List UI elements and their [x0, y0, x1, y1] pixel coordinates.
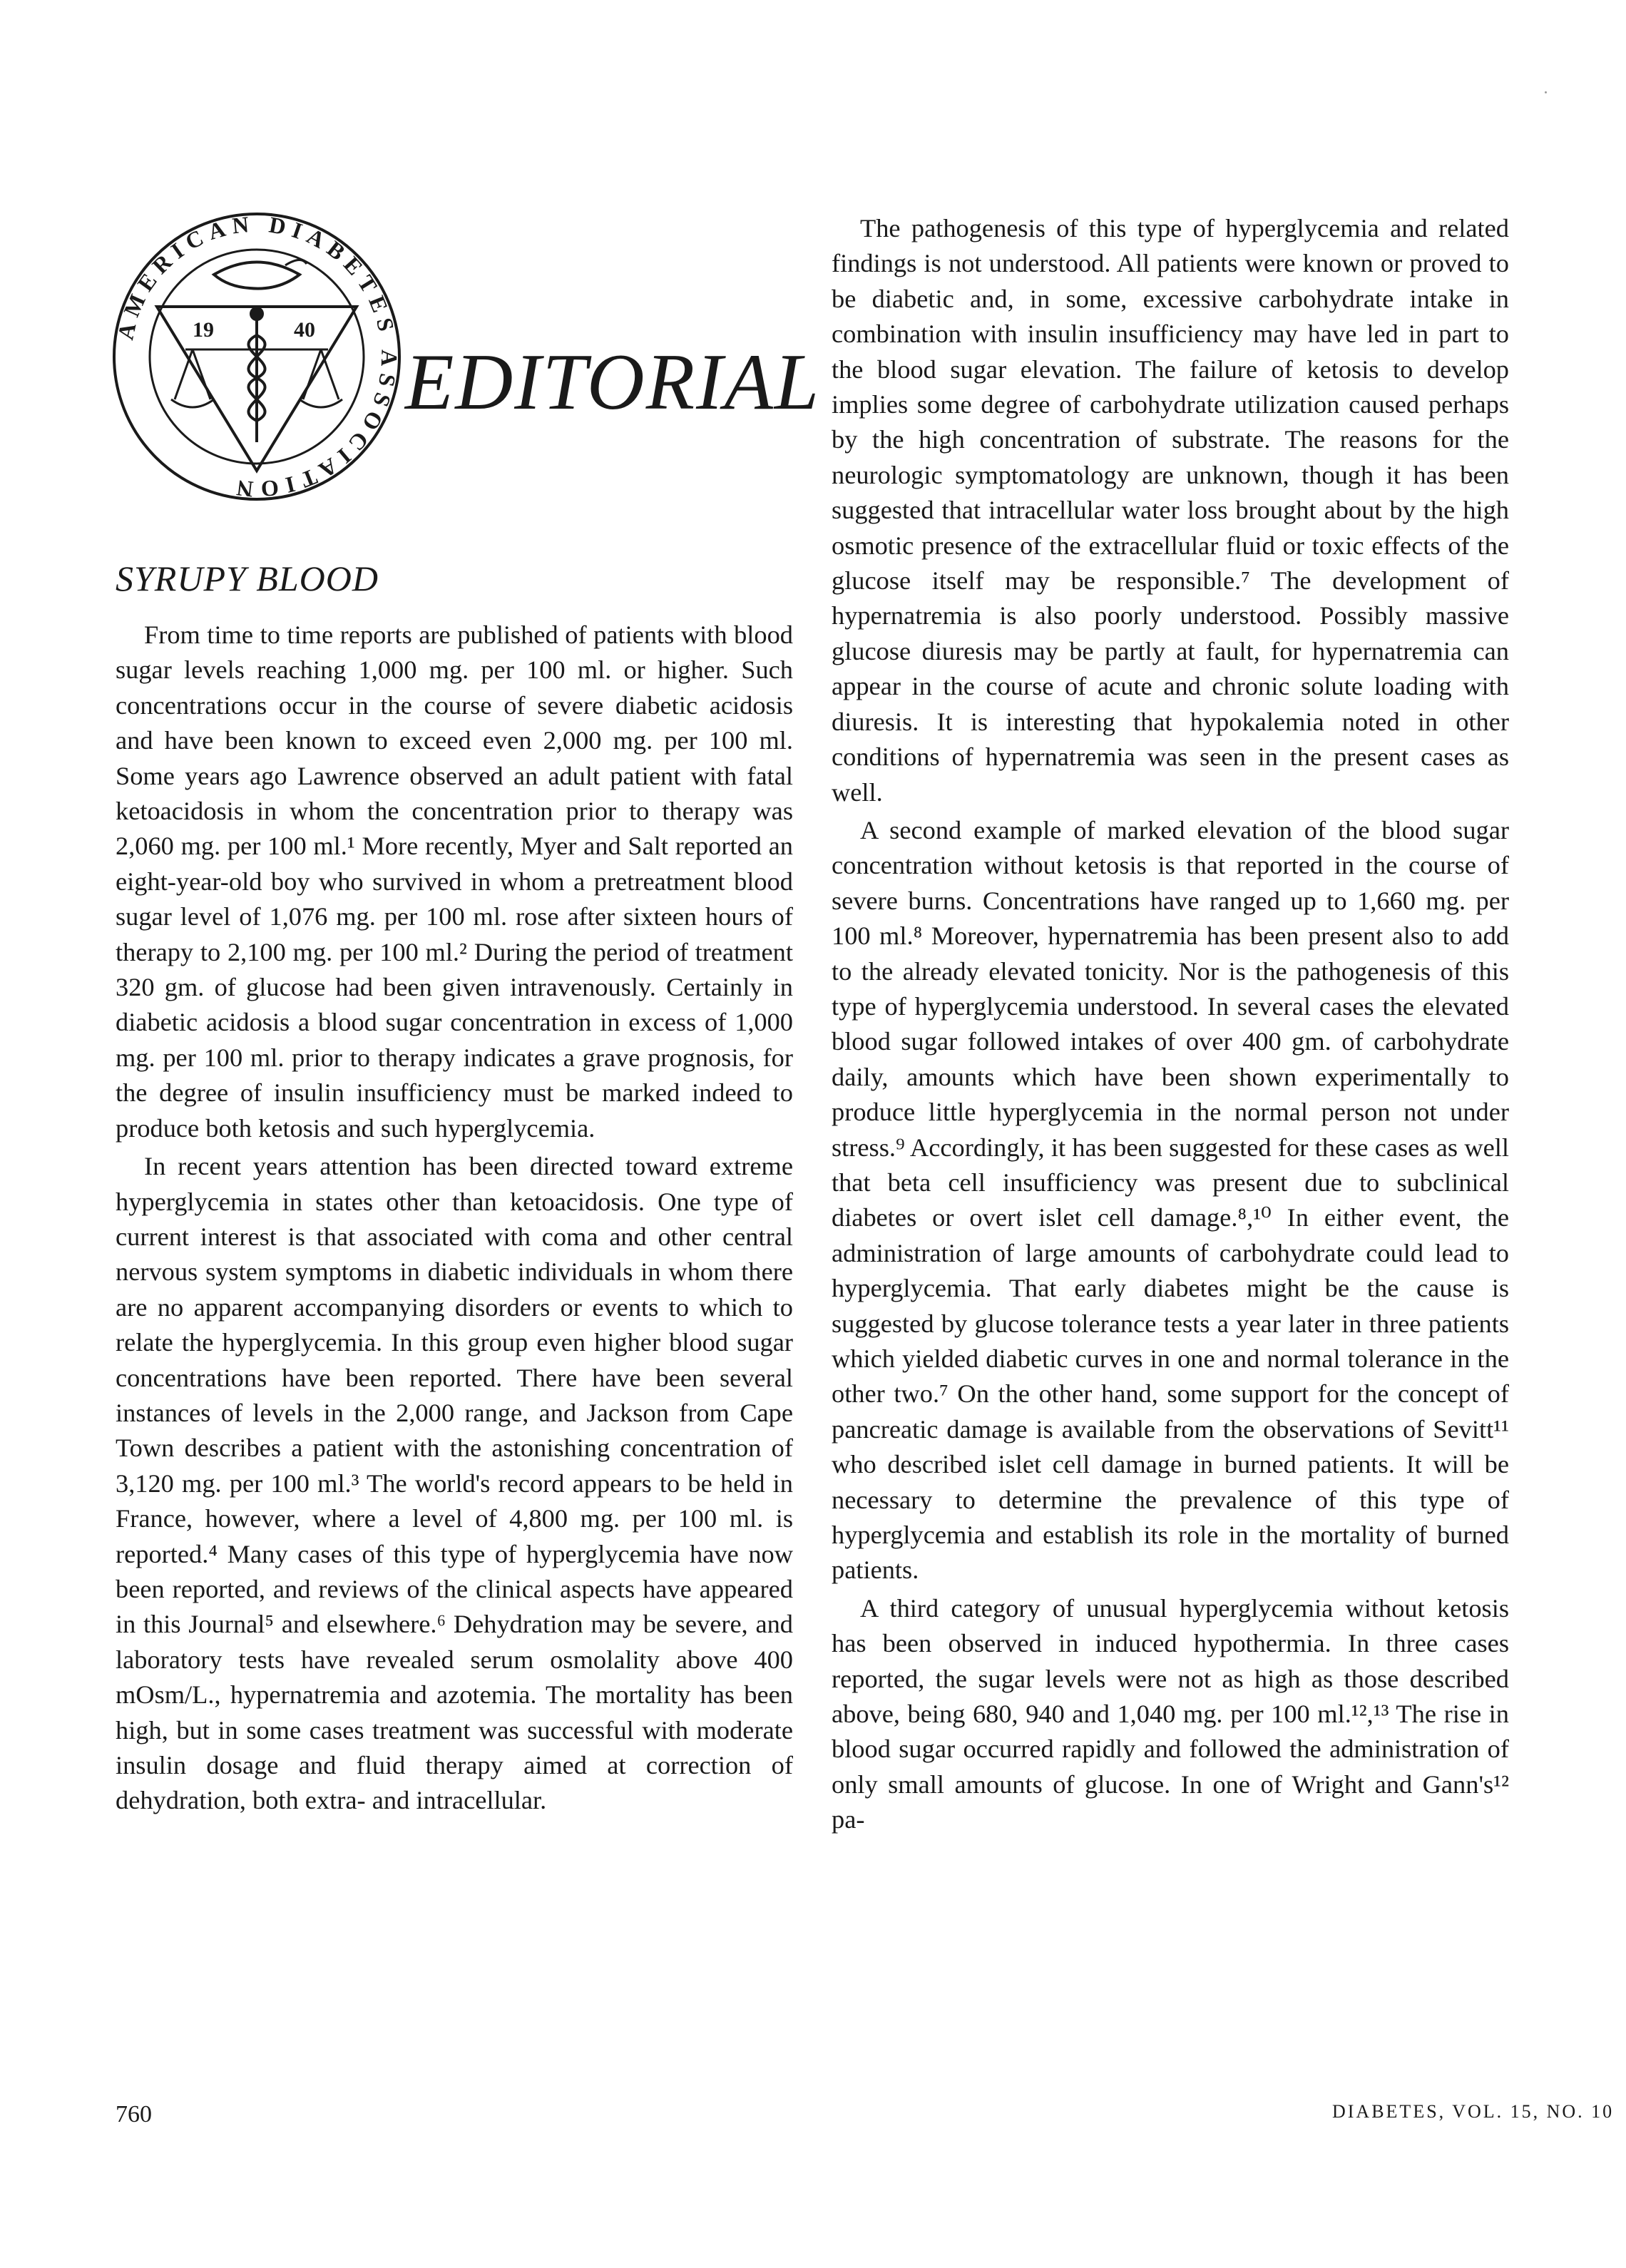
- paragraph: From time to time reports are published of patients with blood sugar levels reaching 1,000 mg. per 100 ml. or higher. Such concentrations occur in the course of severe diabetic acidosis and have been known to exceed even 2,000 mg. per 100 ml. Some years ago Lawrence observed an adult patient with fatal ketoacidosis in whom the concentration prior to therapy was 2,060 mg. per 100 ml.¹ More recently, Myer and Salt reported an eight-year-old boy who survived in whom a pretreatment blood sugar level of 1,076 mg. per 100 ml. rose after sixteen hours of therapy to 2,100 mg. per 100 ml.² During the period of treatment 320 gm. of glucose had been given intravenously. Certainly in diabetic acidosis a blood sugar concentration in excess of 1,000 mg. per 100 ml. prior to therapy indicates a grave prognosis, for the degree of insulin insufficiency must be marked indeed to produce both ketosis and such hyperglycemia.: [116, 620, 793, 1143]
- lamp-icon: [214, 262, 300, 289]
- left-column: [116, 618, 793, 1819]
- paragraph: The pathogenesis of this type of hyperglycemia and related findings is not understood. All patients were known or proved to be diabetic and, in some, excessive carbohydrate intake in combination with insulin insufficiency may have led in part to the blood sugar elevation. The failure of ketosis to develop implies some degree of carbohydrate utilization caused perhaps by the high concentration of substrate. The reasons for the neurologic symptomatology are unknown, though it has been suggested that intracellular water loss brought about by the high osmotic presence of the extracellular fluid or toxic effects of the glucose itself may be responsible.⁷ The development of hypernatremia is also poorly understood. Possibly massive glucose diuresis may be partly at fault, for hypernatremia can appear in the course of acute and chronic solute loading with diuresis. It is interesting that hypokalemia noted in other conditions of hypernatremia was seen in the present cases as well.: [832, 214, 1509, 807]
- seal-ring-text: AMERICAN DIABETES ASSOCIATION: [112, 210, 403, 503]
- seal-year-left: 19: [193, 318, 214, 342]
- caduceus-icon: [248, 308, 265, 442]
- journal-reference: DIABETES, VOL. 15, NO. 10: [1332, 2101, 1615, 2122]
- right-column: [832, 211, 1509, 1838]
- seal-year-right: 40: [294, 318, 315, 342]
- article-heading: SYRUPY BLOOD: [116, 558, 379, 598]
- paragraph: A second example of marked elevation of the blood sugar concentration without ketosis is that reported in the course of severe burns. Concentrations have ranged up to 1,660 mg. per 100 ml.⁸ Moreover, hypernatremia has been present also to add to the already elevated tonicity. Nor is the pathogenesis of this type of hyperglycemia understood. In several cases the elevated blood sugar followed intakes of over 400 gm. of carbohydrate daily, amounts which have been shown experimentally to produce little hyperglycemia in the normal person not under stress.⁹ Accordingly, it has been suggested for these cases as well that beta cell insufficiency was present due to subclinical diabetes or overt islet cell damage.⁸,¹⁰ In either event, the administration of large amounts of carbohydrate could lead to hyperglycemia. That early diabetes might be the cause is suggested by glucose tolerance tests a year later in three patients which yielded diabetic curves in one and normal tolerance in the other two.⁷ On the other hand, some support for the concept of pancreatic damage is available from the observations of Sevitt¹¹ who described islet cell damage in burned patients. It will be necessary to determine the prevalence of this type of hyperglycemia and establish its role in the mortality of burned patients.: [832, 815, 1509, 1585]
- association-seal: [107, 207, 406, 506]
- paragraph: In recent years attention has been directed toward extreme hyperglycemia in states other than ketoacidosis. One type of current interest is that associated with coma and other central nervous system symptoms in diabetic individuals in whom there are no apparent accompanying disorders or events to which to relate the hyperglycemia. In this group even higher blood sugar concentrations have been reported. There have been several instances of levels in the 2,000 range, and Jackson from Cape Town describes a patient with the astonishing concentration of 3,120 mg. per 100 ml.³ The world's record appears to be held in France, however, where a level of 4,800 mg. per 100 ml. is reported.⁴ Many cases of this type of hyperglycemia have now been reported, and reviews of the clinical aspects have appeared in this Journal⁵ and elsewhere.⁶ Dehydration may be severe, and laboratory tests have revealed serum osmolality above 400 mOsm/L., hypernatremia and azotemia. The mortality has been high, but in some cases treatment was successful with moderate insulin dosage and fluid therapy aimed at correction of dehydration, both extra- and intracellular.: [116, 1152, 793, 1815]
- scan-speck: [1545, 91, 1547, 93]
- paragraph: A third category of unusual hyperglycemia without ketosis has been observed in induced hypothermia. In three cases reported, the sugar levels were not as high as those described above, being 680, 940 and 1,040 mg. per 100 ml.¹²,¹³ The rise in blood sugar occurred rapidly and followed the administration of only small amounts of glucose. In one of Wright and Gann's¹² pa-: [832, 1593, 1509, 1834]
- page-title: EDITORIAL: [405, 338, 821, 426]
- page-number: 760: [116, 2101, 152, 2127]
